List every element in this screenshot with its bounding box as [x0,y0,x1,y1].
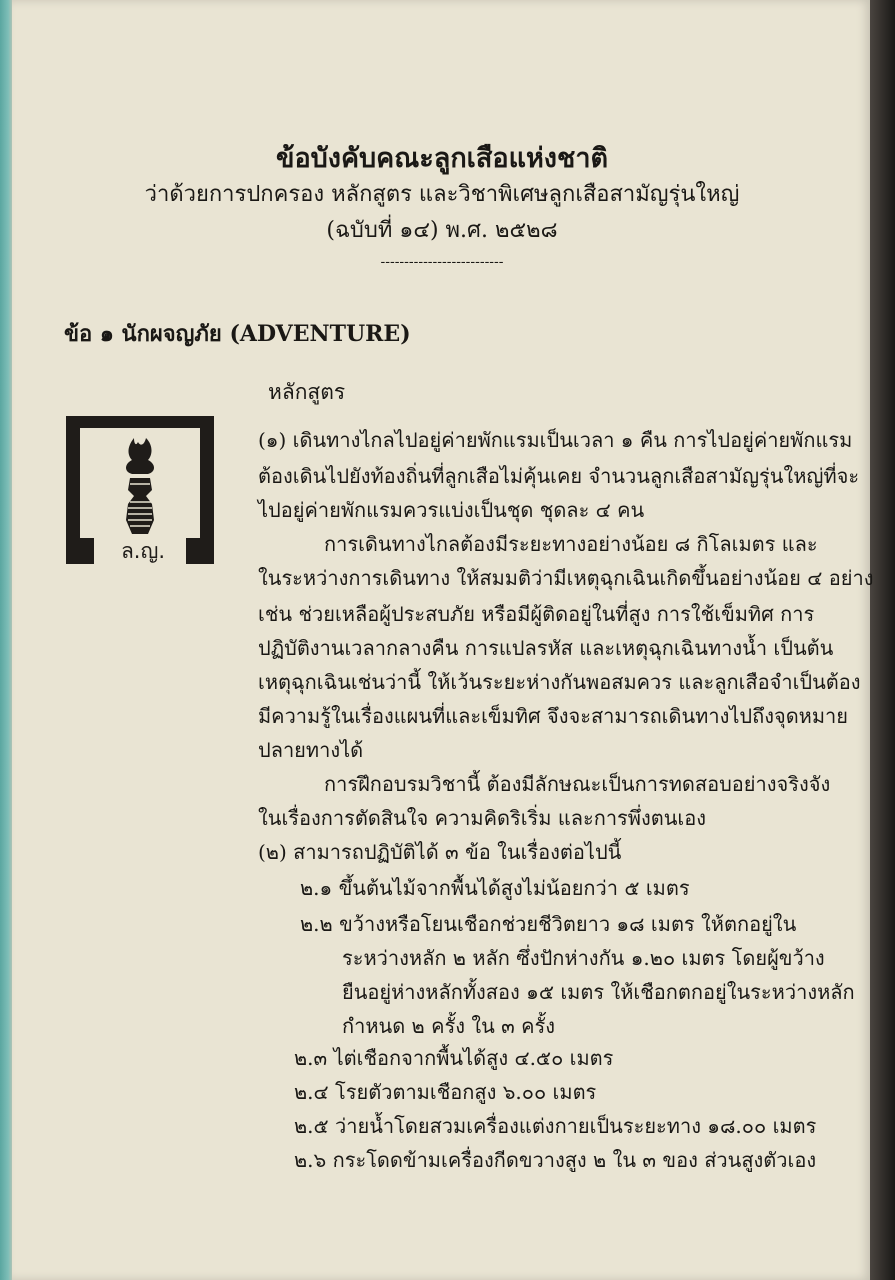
subitem-2-2-line-1: ๒.๒ ขว้างหรือโยนเชือกช่วยชีวิตยาว ๑๘ เมตร ให้ตกอยู่ใน [300,912,797,936]
subitem-2-2-line-3: ยืนอยู่ห่างหลักทั้งสอง ๑๕ เมตร ให้เชือกตกอยู่ในระหว่างหลัก [342,980,855,1004]
document-edition: (ฉบับที่ ๑๔) พ.ศ. ๒๕๒๘ [326,218,558,243]
subitem-2-3: ๒.๓ ไต่เชือกจากพื้นได้สูง ๔.๕๐ เมตร [294,1046,614,1070]
subitem-2-4: ๒.๔ โรยตัวตามเชือกสูง ๖.๐๐ เมตร [294,1080,597,1104]
emblem-text: ล.ญ. [120,539,166,563]
document-subtitle: ว่าด้วยการปกครอง หลักสูตร และวิชาพิเศษลูกเสือสามัญรุ่นใหญ่ [144,182,740,207]
paragraph-3-line-2: ในเรื่องการตัดสินใจ ความคิดริเริ่ม และการพึ่งตนเอง [258,806,707,830]
subitem-2-1: ๒.๑ ขึ้นต้นไม้จากพื้นได้สูงไม่น้อยกว่า ๕ เมตร [300,876,690,900]
document-title: ข้อบังคับคณะลูกเสือแห่งชาติ [275,143,609,174]
section-heading: ข้อ ๑ นักผจญภัย (ADVENTURE) [64,321,411,347]
item-1-line-1: (๑) เดินทางไกลไปอยู่ค่ายพักแรมเป็นเวลา ๑ คืน การไปอยู่ค่ายพักแรม [258,428,853,452]
subitem-2-2-line-2: ระหว่างหลัก ๒ หลัก ซึ่งปักห่างกัน ๑.๒๐ เมตร โดยผู้ขว้าง [342,946,825,970]
paragraph-2-line-4: ปฏิบัติงานเวลากลางคืน การแปลรหัส และเหตุฉุกเฉินทางน้ำ เป็นต้น [258,636,834,660]
curriculum-label: หลักสูตร [268,380,346,404]
subitem-2-2-line-4: กำหนด ๒ ครั้ง ใน ๓ ครั้ง [342,1014,556,1038]
title-divider: -------------------------- [380,254,504,270]
item-1-line-3: ไปอยู่ค่ายพักแรมควรแบ่งเป็นชุด ชุดละ ๔ คน [258,498,645,522]
paragraph-2-line-6: มีความรู้ในเรื่องแผนที่และเข็มทิศ จึงจะสามารถเดินทางไปถึงจุดหมาย [258,704,848,728]
paragraph-3-line-1: การฝึกอบรมวิชานี้ ต้องมีลักษณะเป็นการทดสอบอย่างจริงจัง [324,772,831,796]
paragraph-2-line-1: การเดินทางไกลต้องมีระยะทางอย่างน้อย ๘ กิโลเมตร และ [324,532,818,556]
paragraph-2-line-3: เช่น ช่วยเหลือผู้ประสบภัย หรือมีผู้ติดอยู่ในที่สูง การใช้เข็มทิศ การ [258,602,815,626]
paragraph-2-line-5: เหตุฉุกเฉินเช่นว่านี้ ให้เว้นระยะห่างกันพอสมควร และลูกเสือจำเป็นต้อง [258,670,861,694]
page-right-shadow [870,0,895,1280]
paragraph-2-line-7: ปลายทางได้ [258,738,364,762]
subitem-2-5: ๒.๕ ว่ายน้ำโดยสวมเครื่องแต่งกายเป็นระยะทาง ๑๘.๐๐ เมตร [294,1114,817,1138]
paragraph-2-line-2: ในระหว่างการเดินทาง ให้สมมติว่ามีเหตุฉุกเฉินเกิดขึ้นอย่างน้อย ๔ อย่าง [258,566,874,590]
subitem-2-6: ๒.๖ กระโดดข้ามเครื่องกีดขวางสูง ๒ ใน ๓ ของ ส่วนสูงตัวเอง [294,1148,817,1172]
adventure-badge-icon [66,416,214,564]
item-2-line: (๒) สามารถปฏิบัติได้ ๓ ข้อ ในเรื่องต่อไปนี้ [258,840,622,864]
item-1-line-2: ต้องเดินไปยังท้องถิ่นที่ลูกเสือไม่คุ้นเคย จำนวนลูกเสือสามัญรุ่นใหญ่ที่จะ [258,464,860,488]
